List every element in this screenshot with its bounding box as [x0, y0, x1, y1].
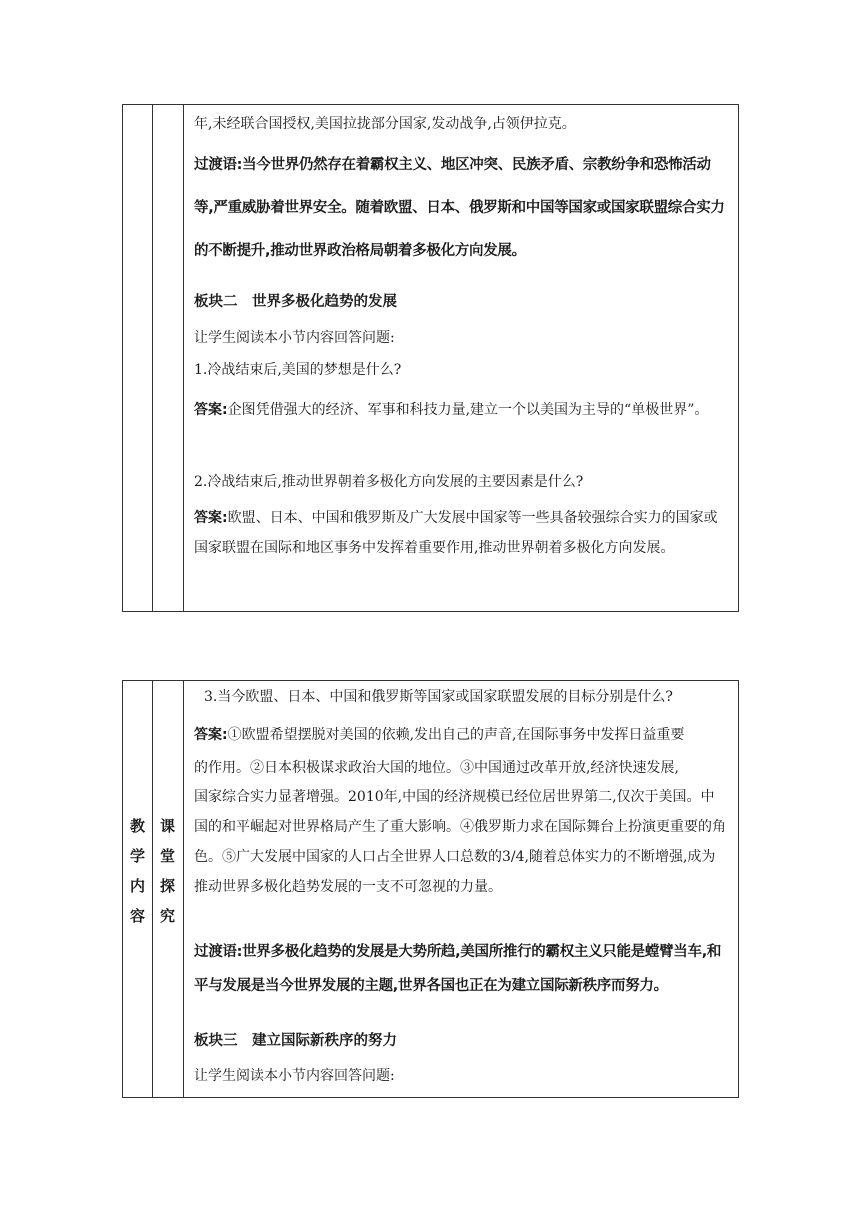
question-1: 1.冷战结束后,美国的梦想是什么?: [194, 362, 402, 378]
answer-2: [194, 503, 728, 563]
lesson-table-part-2: [122, 680, 739, 1098]
answer-1-text: 企图凭借强大的经济、军事和科技力量,建立一个以美国为主导的“单极世界”。: [227, 402, 709, 418]
answer-3-continued: 国家综合实力显著增强。2010年,中国的经济规模已经位居世界第二,仅次于美国。中国的和平崛起对世界格局产生了重大影响。④俄罗斯力求在国际舞台上扮演更重要的角色。⑤广大发展中国家的人口占全世界人口总数的3/4,随着总体实力的不断增强,成为推动世界多极化趋势发展的一支不可忽视的力量。: [194, 789, 726, 895]
transition-text: 过渡语:当今世界仍然存在着霸权主义、地区冲突、民族矛盾、宗教纷争和恐怖活动等,严重威胁着世界安全。随着欧盟、日本、俄罗斯和中国等国家或国家联盟综合实力的不断提升,推动世界政治格局朝着多极化方向发展。: [194, 157, 725, 259]
question-3: 3.当今欧盟、日本、中国和俄罗斯等国家或国家联盟发展的目标分别是什么?: [204, 689, 673, 705]
column-category: [123, 681, 153, 1097]
answer-1: [194, 395, 728, 425]
content-cell: [184, 105, 738, 611]
instruction-text: 让学生阅读本小节内容回答问题:: [194, 1068, 395, 1084]
section-title: 板块三 建立国际新秩序的努力: [194, 1033, 397, 1049]
column-category: [123, 105, 153, 611]
transition-text: 过渡语:世界多极化趋势的发展是大势所趋,美国所推行的霸权主义只能是螳臂当车,和平与发展是当今世界发展的主题,世界各国也正在为建立国际新秩序而努力。: [194, 944, 722, 994]
content-cell: [184, 681, 738, 1097]
section-title: 板块二 世界多极化趋势的发展: [194, 294, 397, 310]
category-label: 教 学 内 容: [129, 817, 145, 925]
answer-label: 答案:: [194, 402, 228, 418]
answer-label: 答案:: [194, 727, 228, 743]
stage-label: 课 堂 探 究: [159, 817, 175, 925]
answer-2-text: 欧盟、日本、中国和俄罗斯及广大发展中国家等一些具备较强综合实力的国家或国家联盟在国际和地区事务中发挥着重要作用,推动世界朝着多极化方向发展。: [194, 510, 718, 556]
answer-3: [194, 719, 728, 785]
lesson-table-part-1: [122, 104, 739, 612]
answer-3-line1: ①欧盟希望摆脱对美国的依赖,发出自己的声音,在国际事务中发挥日益重要: [227, 727, 685, 743]
column-stage: [152, 681, 184, 1097]
text-line: 年,未经联合国授权,美国拉拢部分国家,发动战争,占领伊拉克。: [194, 116, 576, 132]
answer-3-line2: 的作用。②日本积极谋求政治大国的地位。③中国通过改革开放,经济快速发展,: [194, 760, 679, 776]
answer-label: 答案:: [194, 510, 228, 526]
column-stage: [152, 105, 184, 611]
instruction-text: 让学生阅读本小节内容回答问题:: [194, 330, 395, 346]
question-2: 2.冷战结束后,推动世界朝着多极化方向发展的主要因素是什么?: [194, 474, 584, 490]
